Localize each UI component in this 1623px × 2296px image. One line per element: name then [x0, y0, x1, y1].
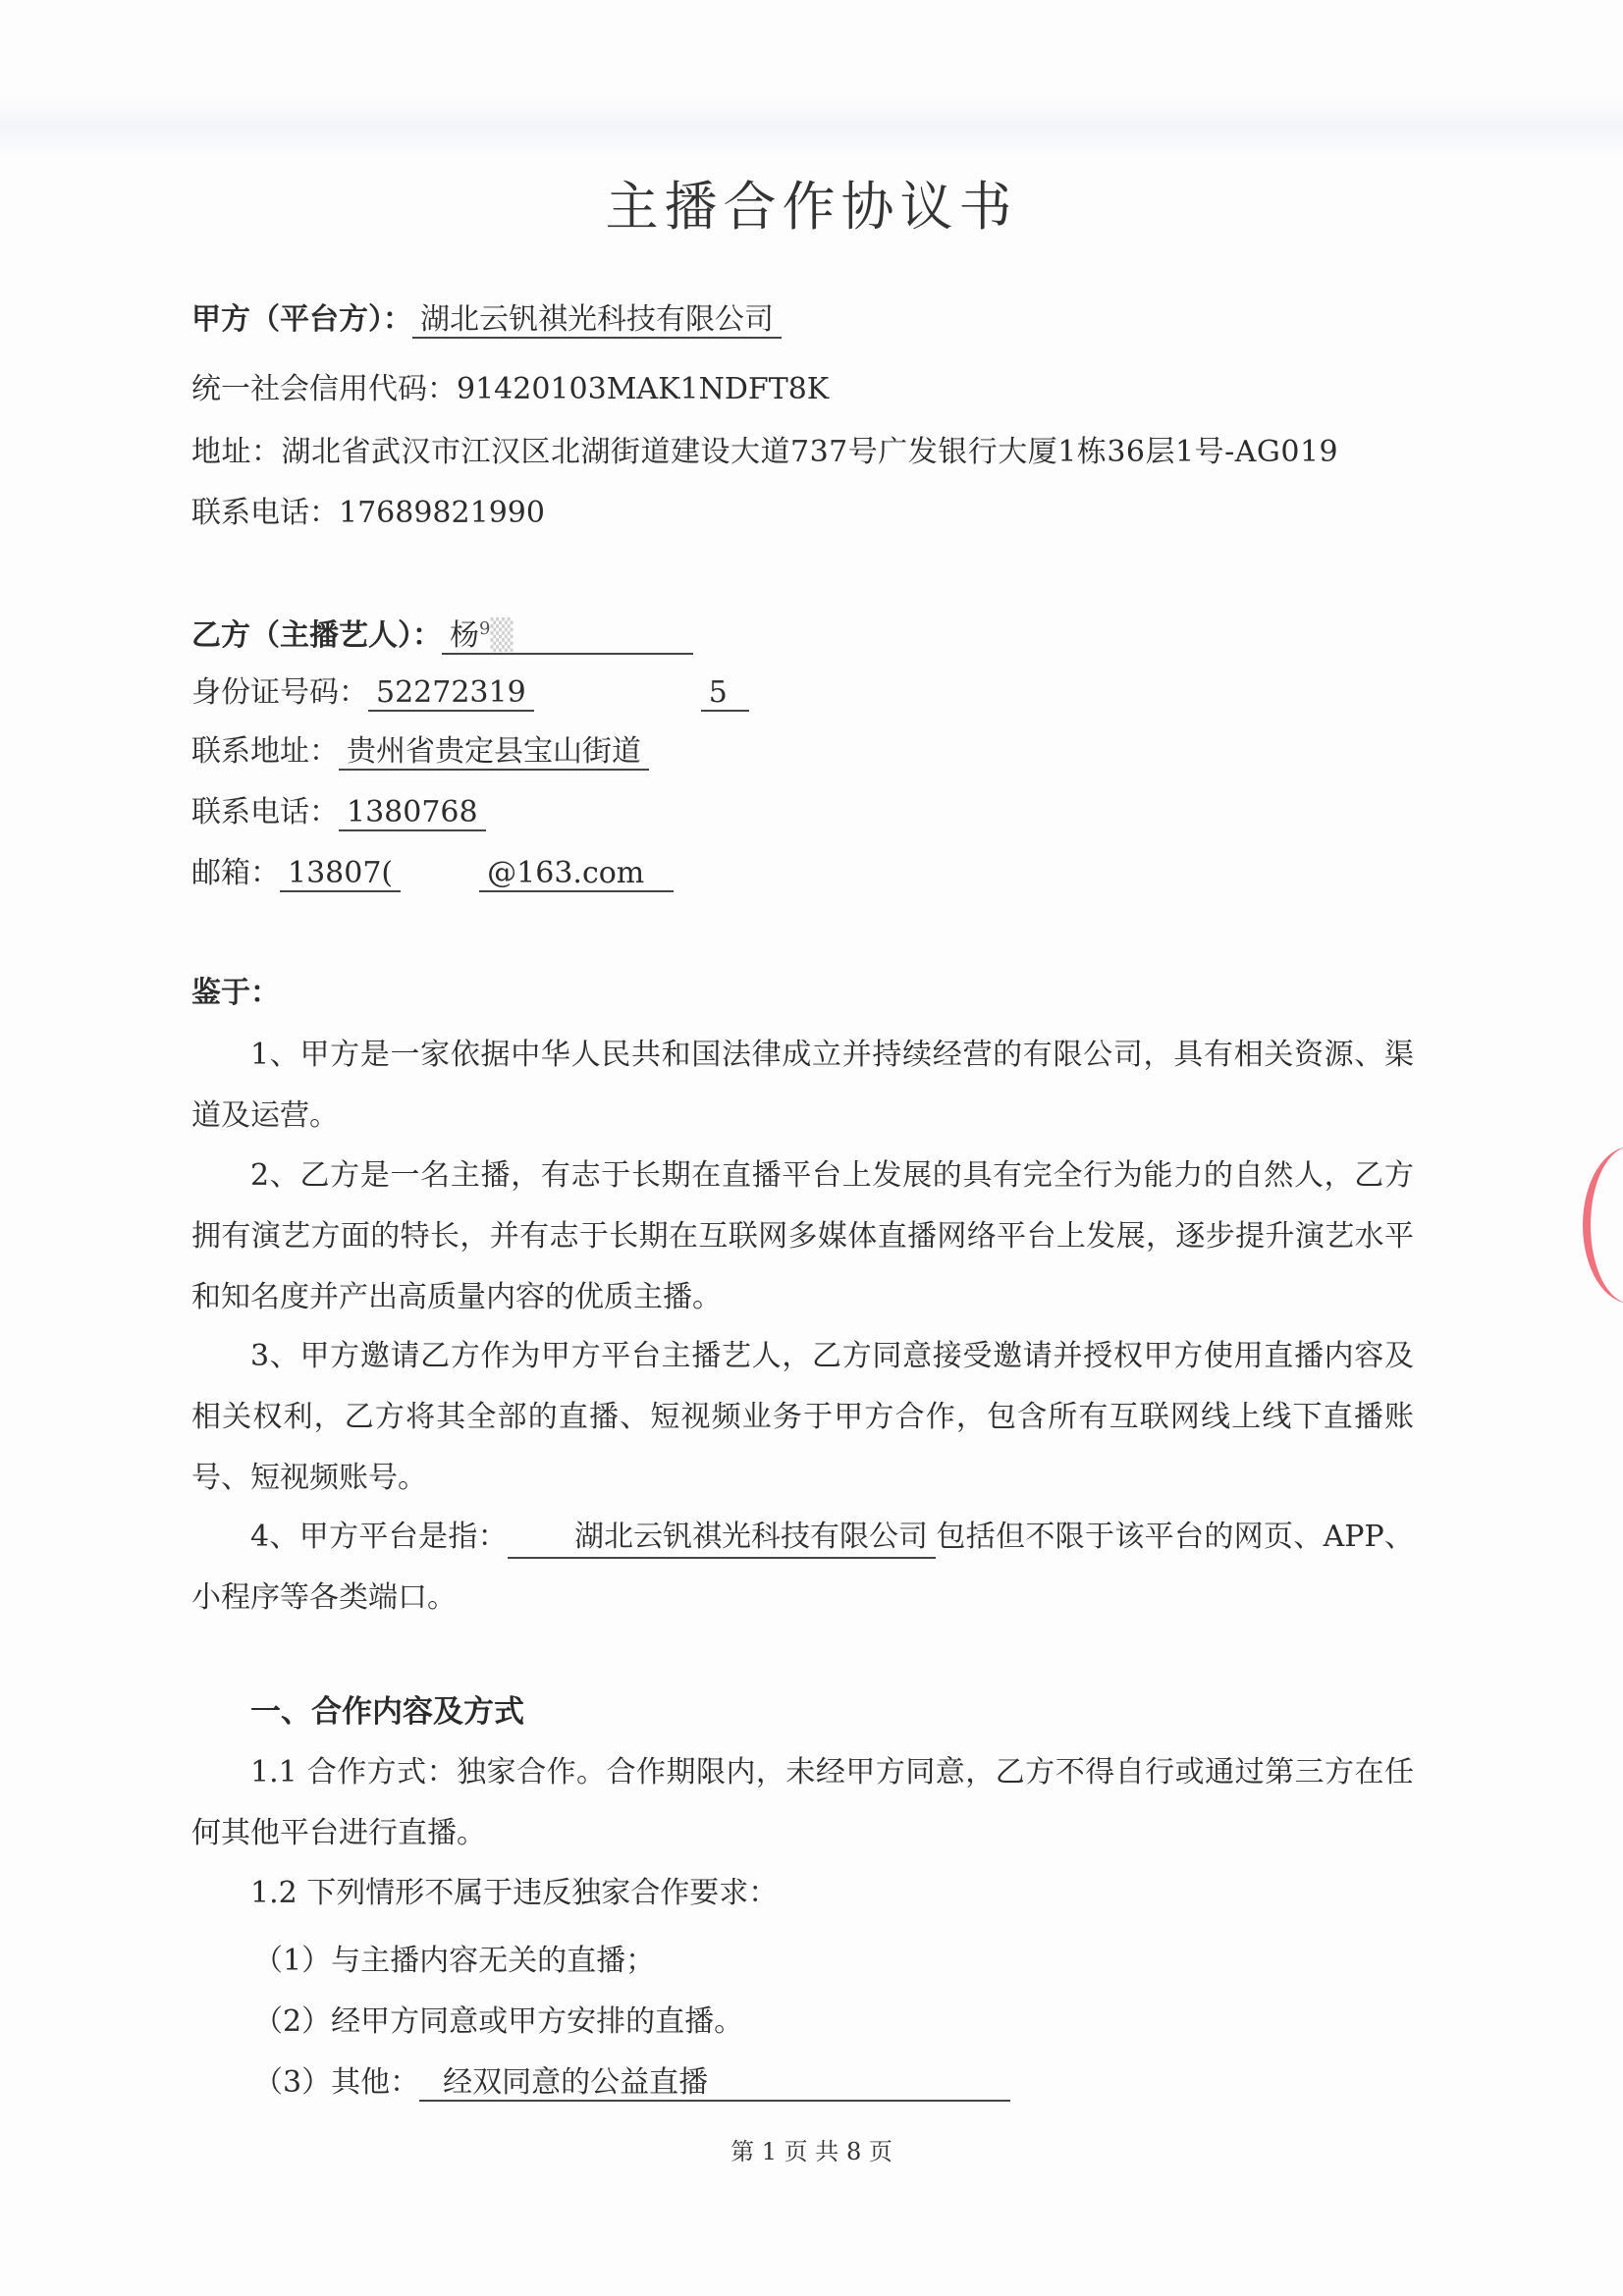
phone-label: 联系电话：: [191, 496, 339, 530]
recitals-heading: 鉴于：: [191, 976, 280, 1010]
party-a-address-line: [191, 433, 1338, 472]
party-b-email-line: [191, 854, 674, 893]
contact-address-value: 贵州省贵定县宝山街道: [339, 735, 649, 771]
clause-1-1: 1.1 合作方式：独家合作。合作期限内，未经甲方同意，乙方不得自行或通过第三方在任何其他平台进行直播。: [191, 1755, 1414, 1850]
recital-item-3: 3、甲方邀请乙方作为甲方平台主播艺人，乙方同意接受邀请并授权甲方使用直播内容及相关权利，乙方将其全部的直播、短视频业务于甲方合作，包含所有互联网线上线下直播账号、短视频账号。: [191, 1339, 1414, 1495]
party-b-name: [442, 613, 693, 655]
contact-phone-value: 1380768: [339, 796, 486, 831]
party-b-label: 乙方（主播艺人）：: [191, 618, 442, 653]
scan-artifact: [0, 98, 1623, 157]
party-b-name-overlay: 9: [479, 618, 491, 639]
recital-4-suffix: 包括但不限于该平台的网页、APP、小程序等各类端口。: [191, 1520, 1414, 1615]
sub-item-3-label: （3）其他：: [253, 2065, 420, 2100]
address-value: 湖北省武汉市江汉区北湖街道建设大道737号广发银行大厦1栋36层1号-AG019: [281, 435, 1339, 469]
section-1-heading: 一、合作内容及方式: [250, 1694, 524, 1730]
party-a-credit-line: [191, 370, 829, 409]
id-prefix: 52272319: [368, 676, 534, 712]
sub-item-3: [253, 2057, 1010, 2102]
party-a-line: [191, 300, 782, 340]
sub-item-2: （2）经甲方同意或甲方安排的直播。: [253, 2004, 744, 2039]
party-b-line: [191, 613, 693, 656]
email-domain: @163.com: [479, 857, 674, 892]
clause-1-2: 1.2 下列情形不属于违反独家合作要求：: [250, 1876, 779, 1910]
id-label: 身份证号码：: [191, 675, 368, 710]
sub-item-1: （1）与主播内容无关的直播；: [253, 1944, 656, 1978]
party-a-name: 湖北云钒祺光科技有限公司: [412, 303, 782, 339]
email-label: 邮箱：: [191, 856, 280, 890]
phone-value: 17689821990: [339, 496, 545, 530]
document-title: 主播合作协议书: [605, 176, 1018, 238]
email-prefix: 13807(: [280, 857, 401, 892]
id-suffix: 5: [701, 676, 749, 712]
contact-address-label: 联系地址：: [191, 734, 339, 769]
recital-item-2: 2、乙方是一名主播，有志于长期在直播平台上发展的具有完全行为能力的自然人，乙方拥有演艺方面的特长，并有志于长期在互联网多媒体直播网络平台上发展，逐步提升演艺水平和知名度并产出高质量内容的优质主播。: [191, 1158, 1414, 1314]
credit-code-value: 91420103MAK1NDFT8K: [457, 372, 830, 406]
party-b-name-visible: 杨: [450, 618, 479, 653]
party-a-label: 甲方（平台方）：: [191, 302, 412, 337]
red-seal-stamp-fragment: [1583, 1147, 1623, 1304]
party-b-address-line: [191, 732, 649, 772]
address-label: 地址：: [191, 435, 282, 469]
recital-item-1: 1、甲方是一家依据中华人民共和国法律成立并持续经营的有限公司，具有相关资源、渠道及运营。: [191, 1038, 1414, 1133]
credit-code-label: 统一社会信用代码：: [191, 372, 457, 406]
recital-4-platform: 湖北云钒祺光科技有限公司: [508, 1518, 936, 1559]
contact-phone-label: 联系电话：: [191, 795, 339, 829]
sub-item-3-value: 经双同意的公益直播: [419, 2066, 1010, 2102]
party-b-id-line: [191, 673, 749, 713]
party-b-phone-line: [191, 793, 486, 832]
recital-item-4: [191, 1507, 1414, 1629]
party-a-phone-line: [191, 494, 545, 533]
recital-4-prefix: 4、甲方平台是指：: [250, 1520, 509, 1554]
page-footer: 第 1 页 共 8 页: [730, 2138, 893, 2165]
redacted-mark: ▒: [490, 618, 514, 653]
